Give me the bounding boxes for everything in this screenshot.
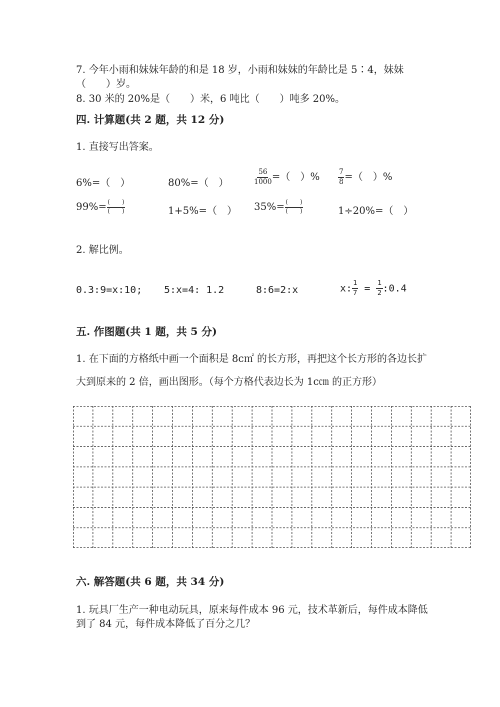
q8-text: 8. 30 米的 20%是（ ）米，6 吨比（ ）吨多 20%。 <box>76 94 345 105</box>
proportion-d <box>340 280 407 297</box>
section6-line1: 1. 玩具厂生产一种电动玩具，原来每件成本 96 元，技术革新后，每件成本降低 <box>76 605 428 616</box>
proportion-a: 0.3:9=x:10; <box>76 285 143 296</box>
fraction-denominator: 2 <box>377 289 382 297</box>
calc-1-plus-5-percent: 1+5%=（ ） <box>168 206 237 217</box>
q7-line1: 7. 今年小雨和妹妹年龄的和是 18 岁，小雨和妹妹的年龄比是 5∶4，妹妹 <box>76 65 404 76</box>
calc-56-over-1000 <box>254 168 320 186</box>
calc-tail: :0.4 <box>382 283 407 295</box>
section5-line1: 1. 在下面的方格纸中画一个面积是 8c㎡ 的长方形，再把这个长方形的各边长扩 <box>76 354 428 365</box>
fraction-denominator: 7 <box>353 289 358 297</box>
grid-lines <box>73 406 471 548</box>
section4-q2: 2. 解比例。 <box>76 245 129 256</box>
calc-tail: =（ ）% <box>344 172 393 183</box>
section5-line2: 大到原来的 2 倍，画出图形。（每个方格代表边长为 1c㎝ 的正方形） <box>76 377 383 388</box>
fraction-numerator: ( ) <box>285 199 303 206</box>
section4-q1: 1. 直接写出答案。 <box>76 142 159 153</box>
calc-6-percent: 6%=（ ） <box>76 178 131 189</box>
q7-line2: （ ）岁。 <box>76 79 136 90</box>
fraction-denominator: ( ) <box>107 208 125 215</box>
section4-title: 四. 计算题(共 2 题，共 12 分) <box>76 114 225 126</box>
fraction-denominator: ( ) <box>285 208 303 215</box>
fraction-denominator: 1000 <box>254 178 272 186</box>
fraction-denominator: 8 <box>339 178 344 186</box>
calc-tail: =（ ）% <box>271 172 320 183</box>
fraction-numerator: 56 <box>258 168 268 176</box>
fraction-numerator: 1 <box>377 279 382 287</box>
equals-sign: = <box>358 283 377 295</box>
calc-7-over-8 <box>338 168 392 186</box>
section5-title: 五. 作图题(共 1 题，共 5 分) <box>76 326 217 338</box>
calc-99-percent <box>76 200 125 215</box>
calc-1-div-20-percent: 1÷20%=（ ） <box>338 206 414 217</box>
calc-80-percent: 80%=（ ） <box>168 178 229 189</box>
calc-head: x: <box>340 283 353 295</box>
calc-head: 35%= <box>254 202 285 213</box>
proportion-c: 8:6=2:x <box>256 285 299 296</box>
square-grid-paper <box>73 406 471 548</box>
fraction-numerator: 7 <box>339 168 344 176</box>
section6-title: 六. 解答题(共 6 题，共 34 分) <box>76 576 225 588</box>
section6-line2: 到了 84 元，每件成本降低了百分之几？ <box>76 619 256 630</box>
fraction-numerator: ( ) <box>107 199 125 206</box>
calc-35-percent <box>254 200 303 215</box>
fraction-numerator: 1 <box>353 279 358 287</box>
calc-head: 99%= <box>76 202 107 213</box>
proportion-b: 5:x=4: 1.2 <box>164 285 225 296</box>
